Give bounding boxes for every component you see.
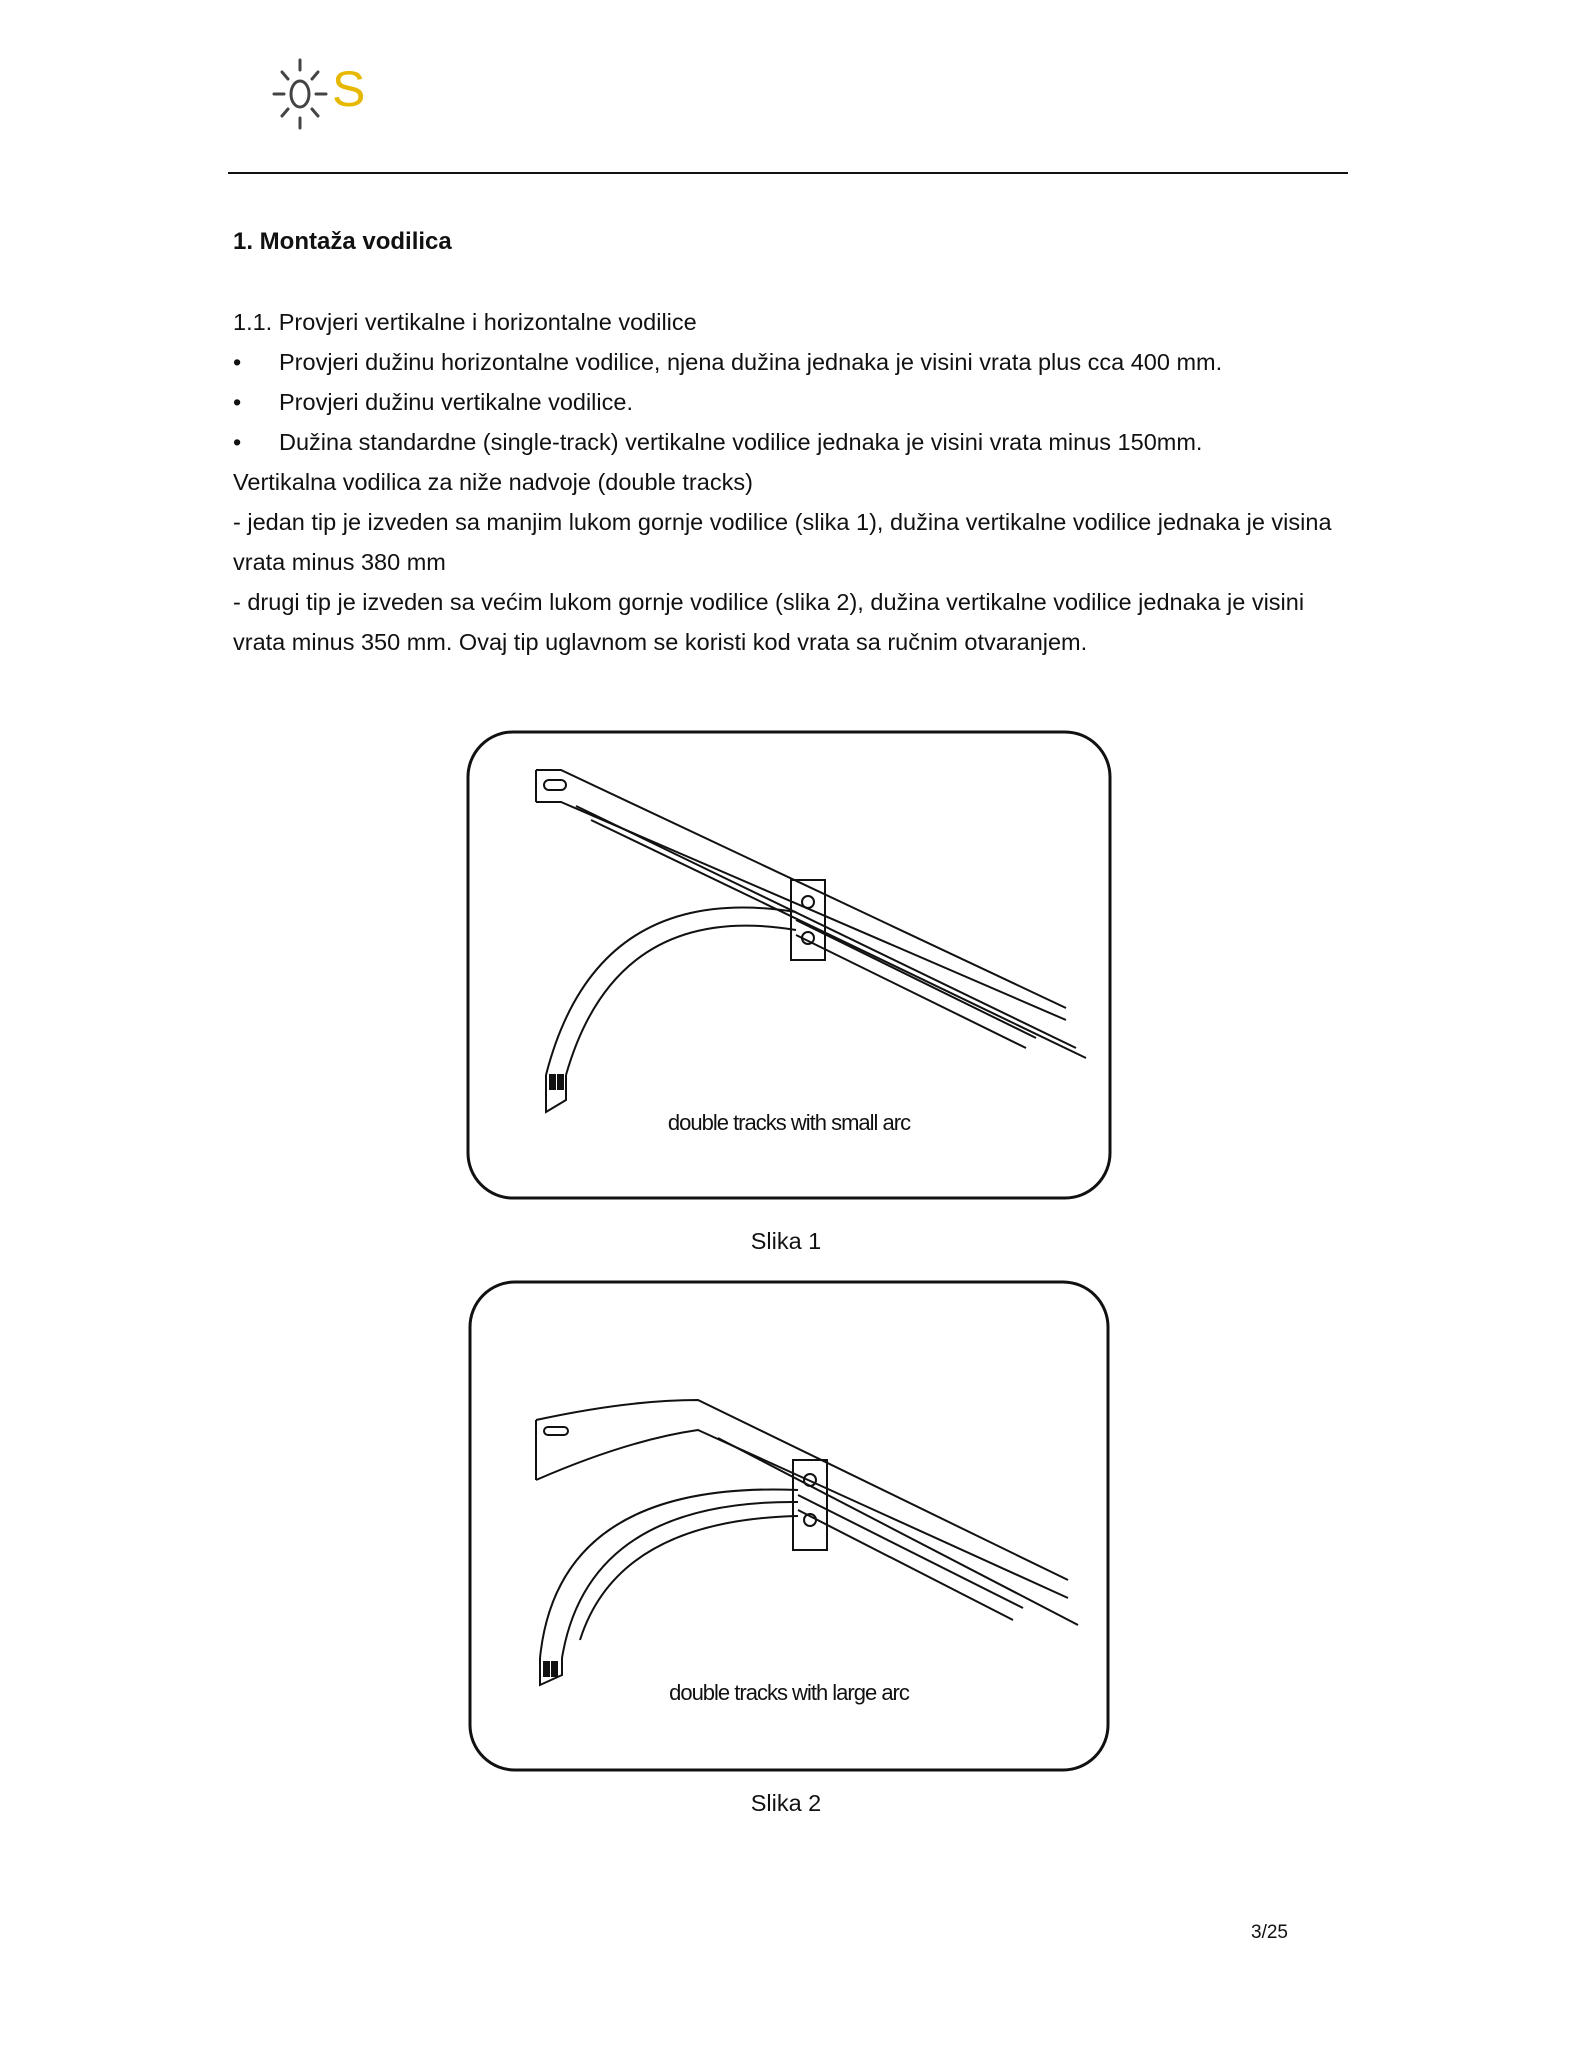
subsection-title: 1.1. Provjeri vertikalne i horizontalne vodilice <box>233 309 697 335</box>
document-body <box>233 222 1343 662</box>
bullet-list <box>233 342 1343 462</box>
logo-letter: S <box>332 61 366 117</box>
list-item: • Dužina standardne (single-track) vertikalne vodilice jednaka je visini vrata minus 150mm. <box>233 422 1343 462</box>
sun-icon <box>272 54 332 134</box>
figure-label: double tracks with large arc <box>669 1680 909 1705</box>
list-item: • Provjeri dužinu horizontalne vodilice, njena dužina jednaka je visini vrata plus cca 400 mm. <box>233 342 1343 382</box>
figure-1 <box>466 730 1112 1200</box>
figure-label: double tracks with small arc <box>667 1110 911 1135</box>
section-title: 1. Montaža vodilica <box>233 228 452 255</box>
company-logo <box>272 54 372 134</box>
figure-caption: Slika 2 <box>750 1790 822 1816</box>
figure-caption: Slika 1 <box>750 1228 822 1254</box>
paragraph: - jedan tip je izveden sa manjim lukom gornje vodilice (slika 1), dužina vertikalne vodilice jednaka je visina vrata minus 380 mm <box>233 509 1332 575</box>
header-divider <box>228 172 1348 174</box>
paragraph: - drugi tip je izveden sa većim lukom gornje vodilice (slika 2), dužina vertikalne vodilice jednaka je visini vrata minus 350 mm. Ovaj tip uglavnom se koristi kod vrata sa ručnim otvaranjem. <box>233 589 1305 655</box>
paragraph: Vertikalna vodilica za niže nadvoje (double tracks) <box>233 469 753 495</box>
page-number: 3/25 <box>1251 1922 1288 1943</box>
list-item: • Provjeri dužinu vertikalne vodilice. <box>233 382 1343 422</box>
figure-2 <box>468 1280 1110 1772</box>
